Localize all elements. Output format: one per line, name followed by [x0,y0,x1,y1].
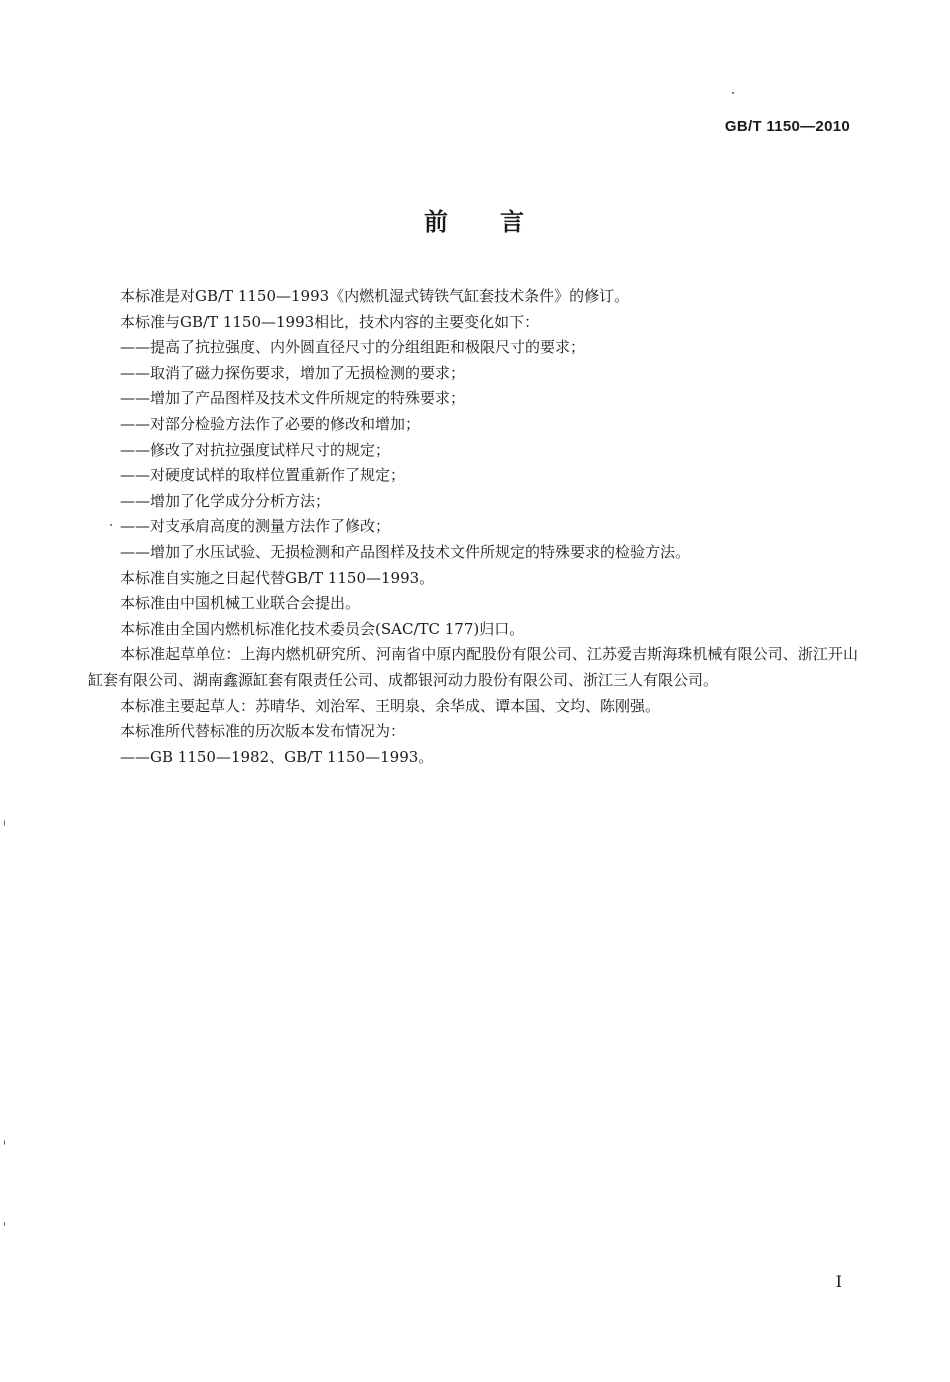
change-item: ——对支承肩高度的测量方法作了修改； [120,517,391,536]
history-item: ——GB 1150—1982、GB/T 1150—1993。 [120,747,434,766]
title-char-1: 前 [424,208,450,236]
change-item: ——对部分检验方法作了必要的修改和增加； [120,414,421,433]
paragraph-drafting-units: 本标准起草单位：上海内燃机研究所、河南省中原内配股份有限公司、江苏爱吉斯海珠机械有限公司、浙江开山缸套有限公司、湖南鑫源缸套有限责任公司、成都银河动力股份有限公司、浙江三人有限公司。 [88,645,858,689]
standard-number: GB/T 1150—2010 [724,118,850,135]
paragraph: 本标准与GB/T 1150—1993相比，技术内容的主要变化如下： [120,312,540,331]
paragraph: 本标准是对GB/T 1150—1993《内燃机湿式铸铁气缸套技术条件》的修订。 [120,287,630,305]
foreword-body [88,284,858,770]
scan-speck [110,524,112,526]
change-item: ——取消了磁力探伤要求，增加了无损检测的要求； [120,363,466,382]
page-title [0,202,950,237]
change-item: ——提高了抗拉强度、内外圆直径尺寸的分组组距和极限尺寸的要求； [120,338,586,357]
title-char-2: 言 [500,208,526,236]
change-item: ——修改了对抗拉强度试样尺寸的规定； [120,440,391,459]
scan-speck [4,820,5,826]
scan-speck [732,92,734,94]
paragraph: 本标准所代替标准的历次版本发布情况为： [120,722,406,741]
scan-speck [4,1140,5,1145]
paragraph-drafters: 本标准主要起草人：苏晴华、刘治军、王明泉、余华成、谭本国、文均、陈刚强。 [120,696,661,715]
change-item: ——增加了产品图样及技术文件所规定的特殊要求； [120,389,466,408]
page-number: I [835,1272,842,1291]
paragraph: 本标准由全国内燃机标准化技术委员会(SAC/TC 177)归口。 [120,619,525,638]
paragraph: 本标准由中国机械工业联合会提出。 [120,594,361,613]
paragraph: 本标准自实施之日起代替GB/T 1150—1993。 [120,568,435,587]
change-item: ——增加了化学成分分析方法； [120,491,331,510]
scan-speck [4,1222,5,1226]
change-item: ——增加了水压试验、无损检测和产品图样及技术文件所规定的特殊要求的检验方法。 [120,542,691,561]
change-item: ——对硬度试样的取样位置重新作了规定； [120,466,406,485]
